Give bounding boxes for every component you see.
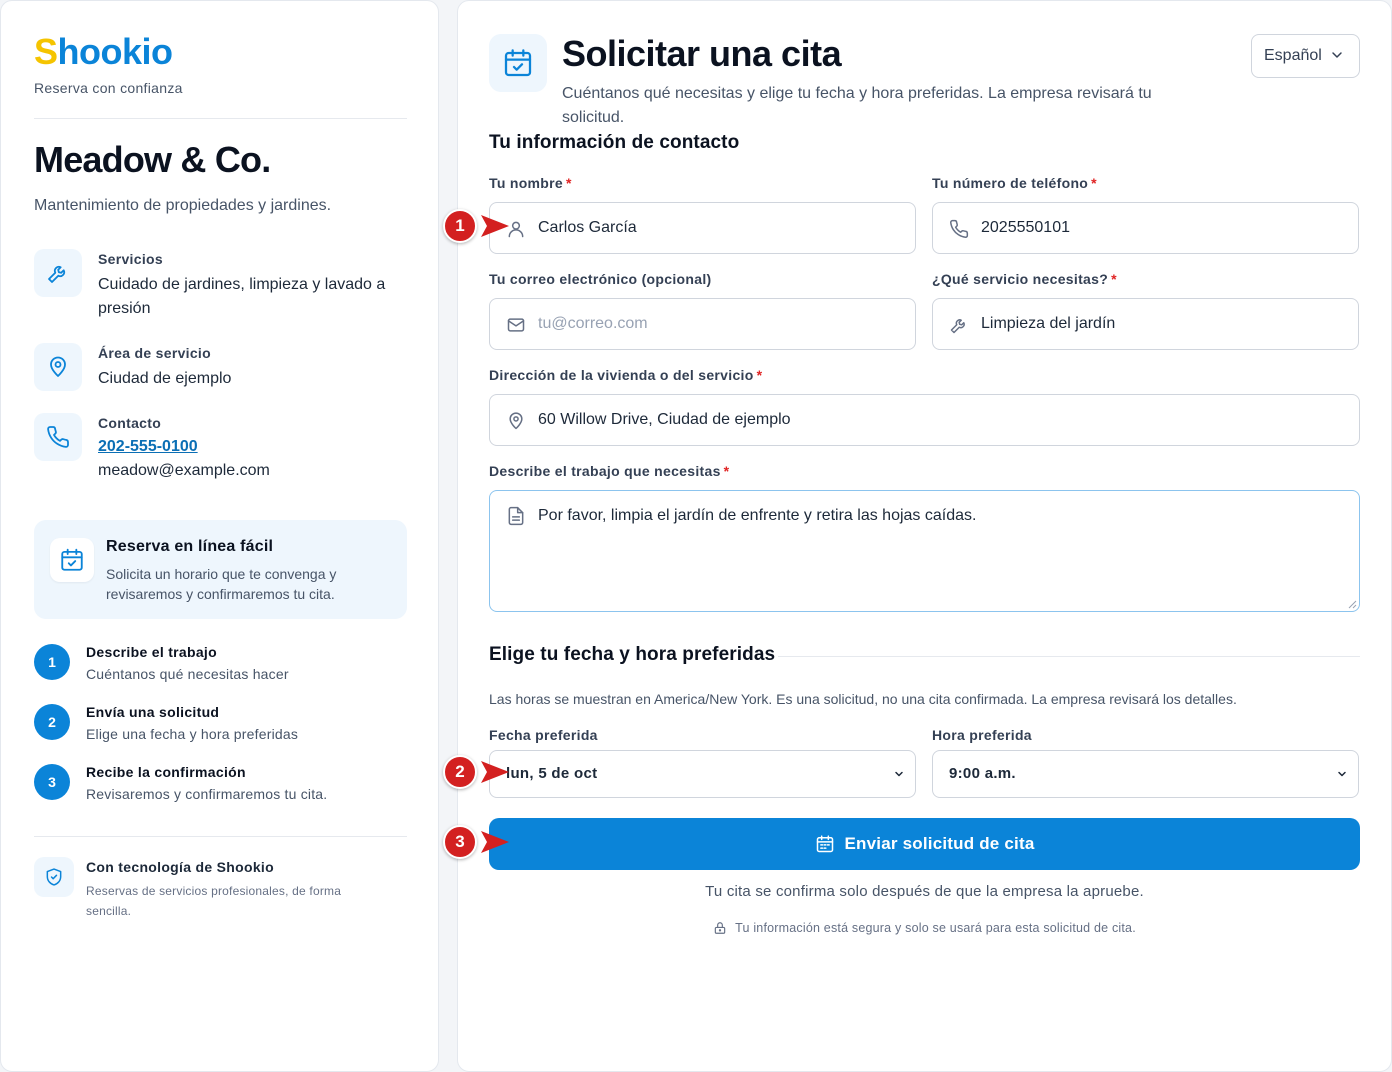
required-mark: * <box>1091 175 1097 191</box>
name-field[interactable] <box>489 202 916 254</box>
map-pin-icon <box>506 411 526 431</box>
work-description-textarea[interactable] <box>489 490 1360 612</box>
annotation-marker-1 <box>443 209 513 243</box>
service-value: Limpieza del jardín <box>981 315 1116 332</box>
annotation-marker-2 <box>443 755 513 789</box>
area-value: Ciudad de ejemplo <box>98 370 232 387</box>
divider <box>34 118 407 119</box>
language-select[interactable] <box>1251 34 1360 78</box>
resize-handle-icon[interactable] <box>1347 599 1357 609</box>
chevron-down-icon <box>1329 47 1345 63</box>
timezone-note: Las horas se muestran en America/New York. Es una solicitud, no una cita confirmada. La empresa revisará los detalles. <box>489 691 1237 707</box>
phone-value: 2025550101 <box>981 219 1070 236</box>
time-label: Hora preferida <box>932 727 1032 743</box>
security-note-text: Tu información está segura y solo se usará para esta solicitud de cita. <box>735 921 1136 935</box>
step-description: Elige una fecha y hora preferidas <box>86 726 299 742</box>
logo-text: hookio <box>57 31 173 72</box>
phone-icon <box>34 413 82 461</box>
email-label: Tu correo electrónico (opcional) <box>489 271 712 287</box>
contact-info <box>34 413 407 489</box>
services-info <box>34 249 407 325</box>
business-name: Meadow & Co. <box>34 139 271 180</box>
phone-field[interactable] <box>932 202 1359 254</box>
services-value: Cuidado de jardines, limpieza y lavado a presión <box>98 276 386 317</box>
powered-title: Con tecnología de Shookio <box>86 859 274 875</box>
red-arrow-icon <box>479 826 511 858</box>
section-divider <box>778 656 1360 657</box>
address-field[interactable] <box>489 394 1360 446</box>
address-value: 60 Willow Drive, Ciudad de ejemplo <box>538 411 791 428</box>
red-arrow-icon <box>479 756 511 788</box>
date-select[interactable] <box>489 750 916 798</box>
business-description: Mantenimiento de propiedades y jardines. <box>34 197 332 214</box>
page-title: Solicitar una cita <box>562 33 842 74</box>
required-mark: * <box>566 175 572 191</box>
step-title: Describe el trabajo <box>86 644 217 660</box>
map-pin-icon <box>34 343 82 391</box>
time-select[interactable] <box>932 750 1359 798</box>
shookio-logo[interactable] <box>34 31 173 73</box>
contact-section-title: Tu información de contacto <box>489 132 740 153</box>
business-sidebar <box>0 0 439 1072</box>
document-icon <box>506 506 526 526</box>
online-booking-card <box>34 520 407 619</box>
required-mark: * <box>756 367 763 383</box>
service-field[interactable] <box>932 298 1359 350</box>
chevron-down-icon <box>1336 768 1348 780</box>
powered-description: Reservas de servicios profesionales, de forma sencilla. <box>86 884 342 918</box>
step-title: Recibe la confirmación <box>86 764 246 780</box>
annotation-marker-3 <box>443 825 513 859</box>
calendar-check-icon <box>489 34 547 92</box>
submit-appointment-button[interactable] <box>489 818 1360 870</box>
confirmation-note: Tu cita se confirma solo después de que la empresa la apruebe. <box>705 883 1144 900</box>
work-description-value: Por favor, limpia el jardín de enfrente y retira las hojas caídas. <box>538 507 977 524</box>
schedule-section-title: Elige tu fecha y hora preferidas <box>489 644 776 665</box>
calendar-check-icon <box>50 538 94 582</box>
step-item <box>34 764 407 808</box>
red-arrow-icon <box>479 210 511 242</box>
divider <box>34 836 407 837</box>
chevron-down-icon <box>893 768 905 780</box>
step-description: Cuéntanos qué necesitas hacer <box>86 666 289 682</box>
contact-title: Contacto <box>98 415 162 431</box>
work-description-label: Describe el trabajo que necesitas * <box>489 463 730 479</box>
annotation-number: 2 <box>443 755 477 789</box>
appointment-form-panel <box>457 0 1392 1072</box>
date-label: Fecha preferida <box>489 727 598 743</box>
step-item <box>34 644 407 688</box>
step-number: 3 <box>34 764 70 800</box>
language-value: Español <box>1264 47 1322 64</box>
step-number: 1 <box>34 644 70 680</box>
required-mark: * <box>723 463 730 479</box>
step-number: 2 <box>34 704 70 740</box>
security-note <box>489 921 1360 935</box>
name-label: Tu nombre * <box>489 175 572 191</box>
wrench-icon <box>949 315 969 335</box>
logo-letter: S <box>34 31 58 72</box>
contact-email: meadow@example.com <box>98 462 270 479</box>
services-title: Servicios <box>98 251 163 267</box>
shield-check-icon <box>34 857 74 897</box>
address-label: Dirección de la vivienda o del servicio * <box>489 367 763 383</box>
email-placeholder: tu@correo.com <box>538 315 648 332</box>
area-title: Área de servicio <box>98 345 211 361</box>
contact-phone-link[interactable]: 202-555-0100 <box>98 438 198 455</box>
step-description: Revisaremos y confirmaremos tu cita. <box>86 786 328 802</box>
step-item <box>34 704 407 748</box>
time-value: 9:00 a.m. <box>949 765 1016 782</box>
name-value: Carlos García <box>538 219 637 236</box>
email-field[interactable] <box>489 298 916 350</box>
promo-title: Reserva en línea fácil <box>106 538 274 555</box>
service-area-info <box>34 343 407 393</box>
service-label: ¿Qué servicio necesitas? * <box>932 271 1117 287</box>
promo-text: Solicita un horario que te convenga y revisaremos y confirmaremos tu cita. <box>106 566 337 602</box>
step-title: Envía una solicitud <box>86 704 220 720</box>
annotation-number: 1 <box>443 209 477 243</box>
submit-label: Enviar solicitud de cita <box>844 834 1035 853</box>
wrench-icon <box>34 249 82 297</box>
calendar-icon <box>815 834 835 854</box>
mail-icon <box>506 315 526 335</box>
phone-label: Tu número de teléfono * <box>932 175 1097 191</box>
lock-icon <box>713 921 727 935</box>
page-subtitle: Cuéntanos qué necesitas y elige tu fecha y hora preferidas. La empresa revisará tu solicitud. <box>562 85 1152 126</box>
brand-tagline: Reserva con confianza <box>34 80 183 96</box>
annotation-number: 3 <box>443 825 477 859</box>
date-value: lun, 5 de oct <box>506 765 598 782</box>
phone-icon <box>949 219 969 239</box>
required-mark: * <box>1111 271 1117 287</box>
